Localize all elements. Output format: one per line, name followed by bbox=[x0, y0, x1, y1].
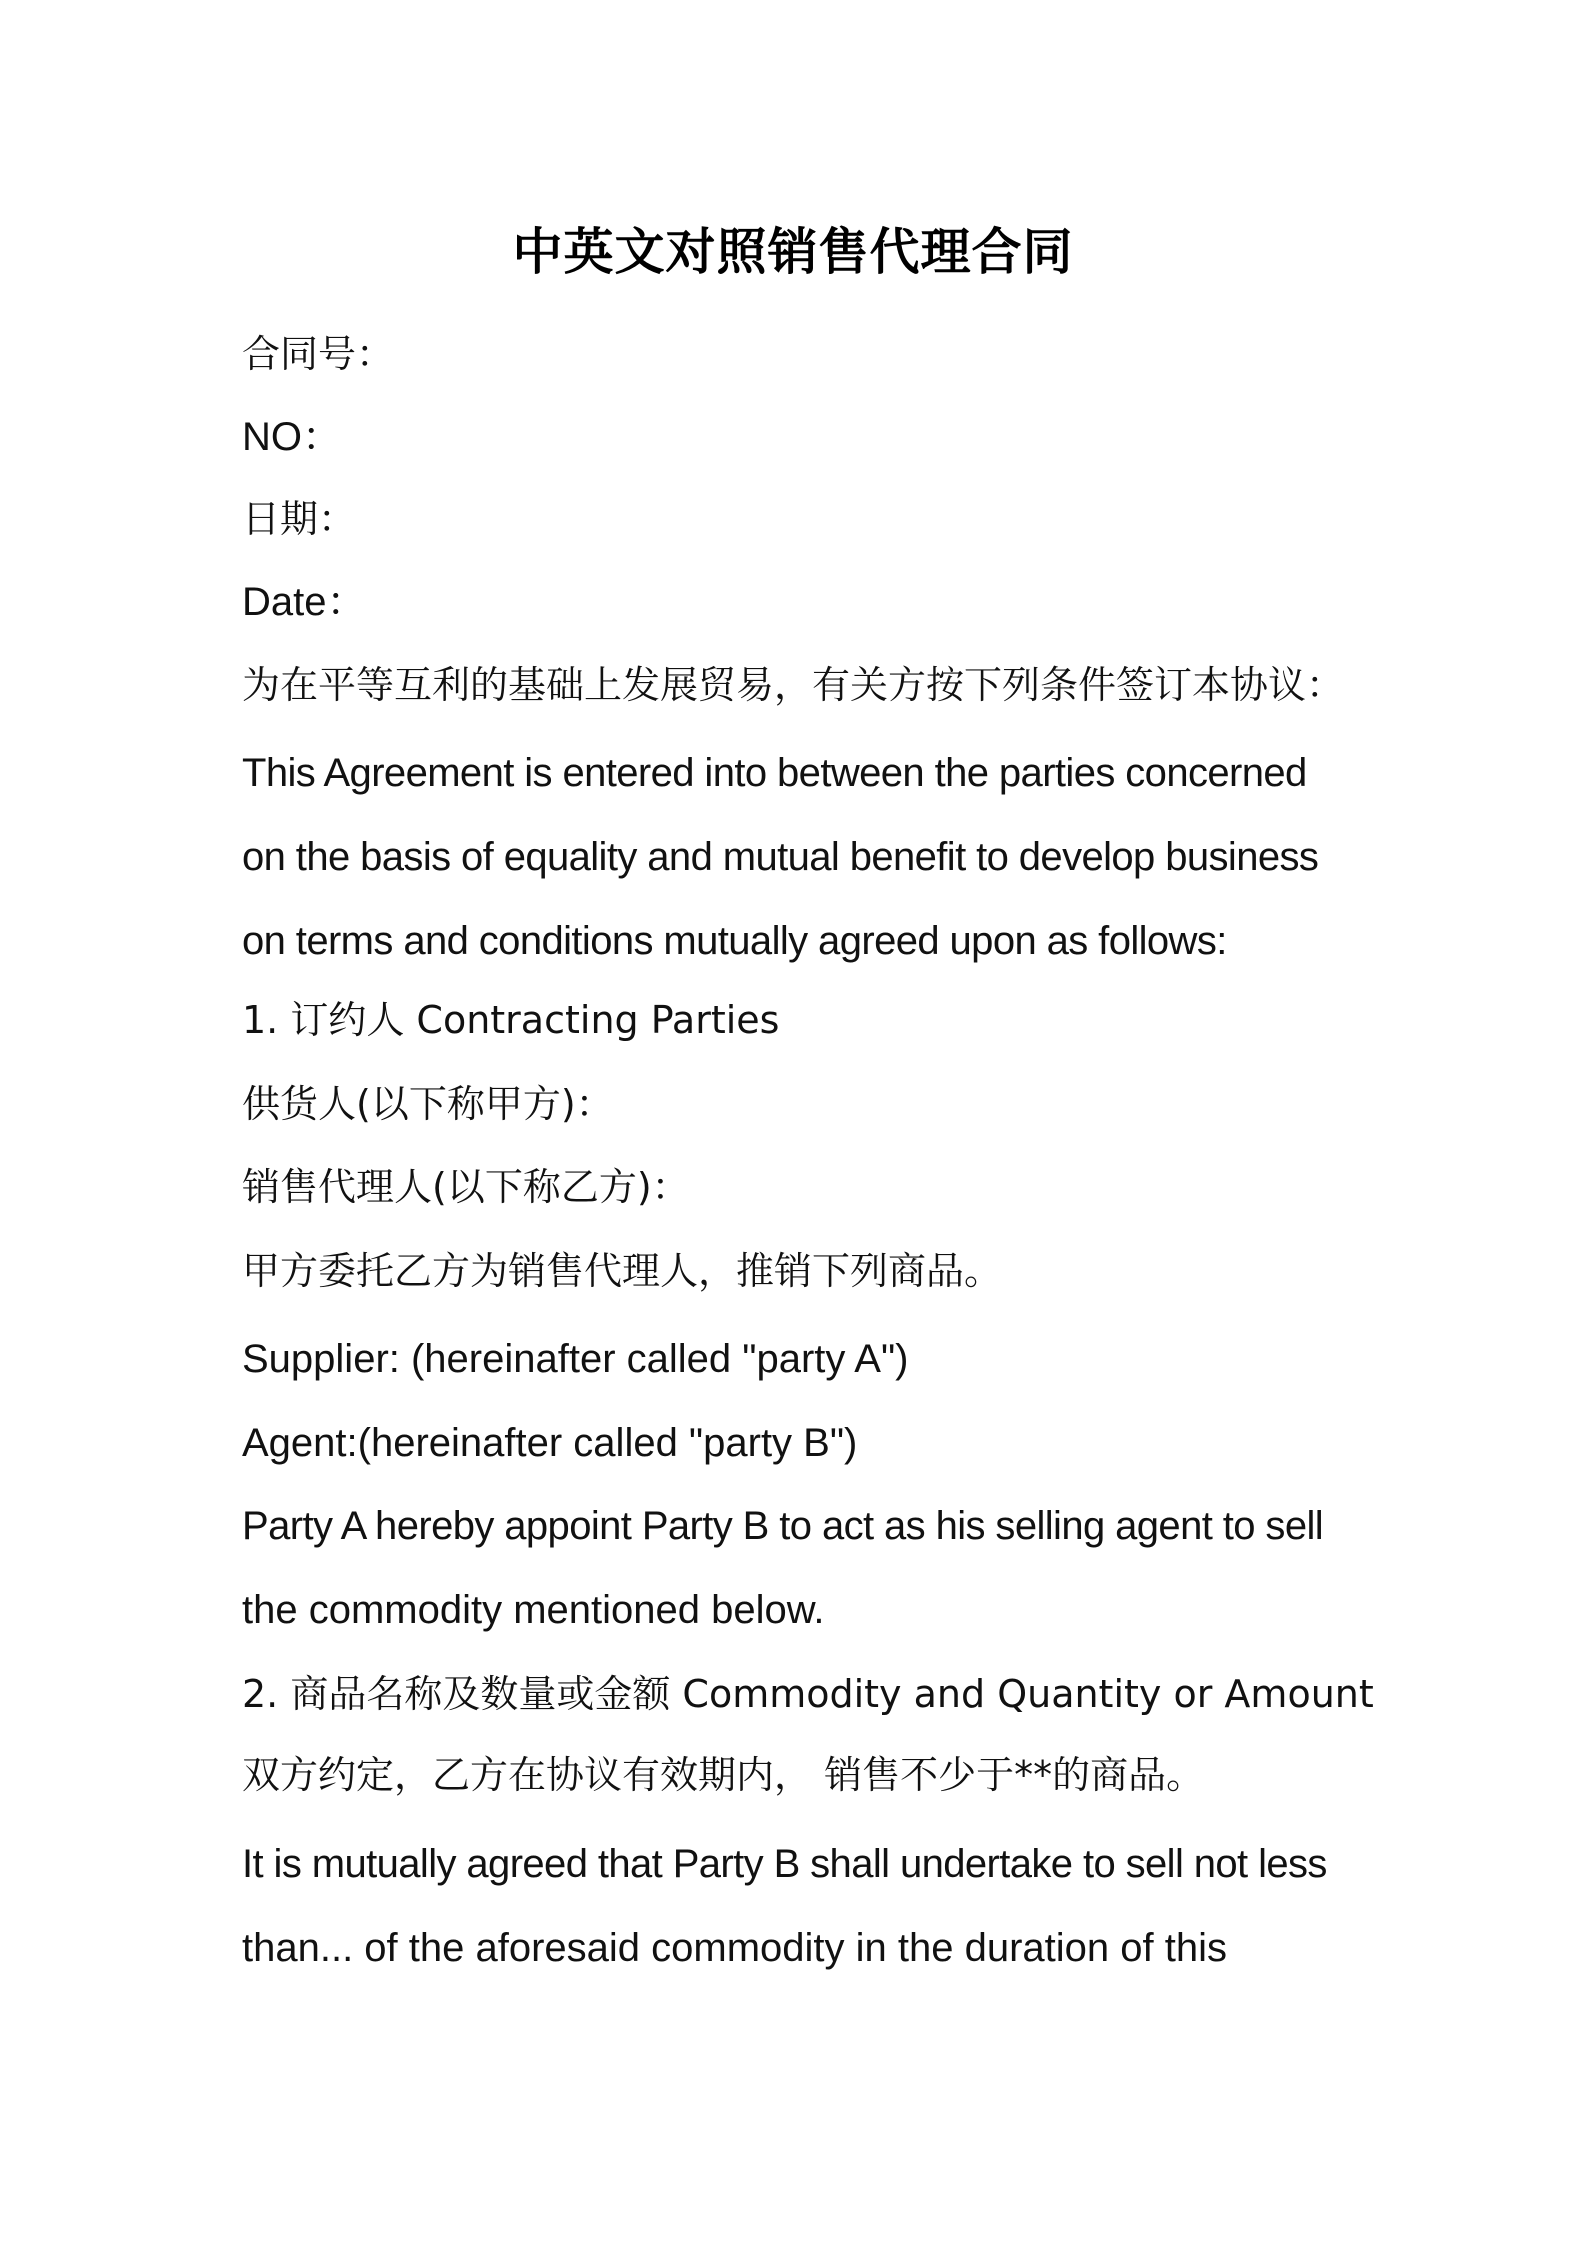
preamble-en-line-1: This Agreement is entered into between the parties concerned bbox=[242, 751, 1307, 795]
agent-label-zh: 销售代理人(以下称乙方)： bbox=[242, 1165, 690, 1209]
contract-number-label: 合同号： bbox=[242, 332, 395, 376]
document-title: 中英文对照销售代理合同 bbox=[512, 223, 1074, 281]
supplier-label-en: Supplier: (hereinafter called "party A") bbox=[242, 1337, 909, 1381]
appointment-zh: 甲方委托乙方为销售代理人，推销下列商品。 bbox=[242, 1249, 1003, 1293]
agent-label-en: Agent:(hereinafter called "party B") bbox=[242, 1421, 858, 1465]
preamble-en-line-3: on terms and conditions mutually agreed upon as follows: bbox=[242, 919, 1227, 963]
appointment-en-line-1: Party A hereby appoint Party B to act as his selling agent to sell bbox=[242, 1504, 1324, 1548]
supplier-label-zh: 供货人(以下称甲方)： bbox=[242, 1082, 614, 1126]
quantity-clause-zh: 双方约定，乙方在协议有效期内， 销售不少于**的商品。 bbox=[242, 1753, 1205, 1797]
section-2-heading: 2. 商品名称及数量或金额 Commodity and Quantity or Amount bbox=[242, 1672, 1374, 1716]
appointment-en-line-2: the commodity mentioned below. bbox=[242, 1588, 825, 1632]
preamble-en-line-2: on the basis of equality and mutual benefit to develop business bbox=[242, 835, 1319, 879]
date-label-en: Date： bbox=[242, 580, 367, 624]
preamble-zh: 为在平等互利的基础上发展贸易，有关方按下列条件签订本协议： bbox=[242, 663, 1345, 707]
quantity-clause-en-line-1: It is mutually agreed that Party B shall undertake to sell not less bbox=[242, 1842, 1327, 1886]
section-1-heading: 1. 订约人 Contracting Parties bbox=[242, 998, 780, 1042]
contract-number-label-en: NO： bbox=[242, 415, 342, 459]
date-label: 日期： bbox=[242, 497, 357, 541]
quantity-clause-en-line-2: than... of the aforesaid commodity in the duration of this bbox=[242, 1926, 1227, 1970]
